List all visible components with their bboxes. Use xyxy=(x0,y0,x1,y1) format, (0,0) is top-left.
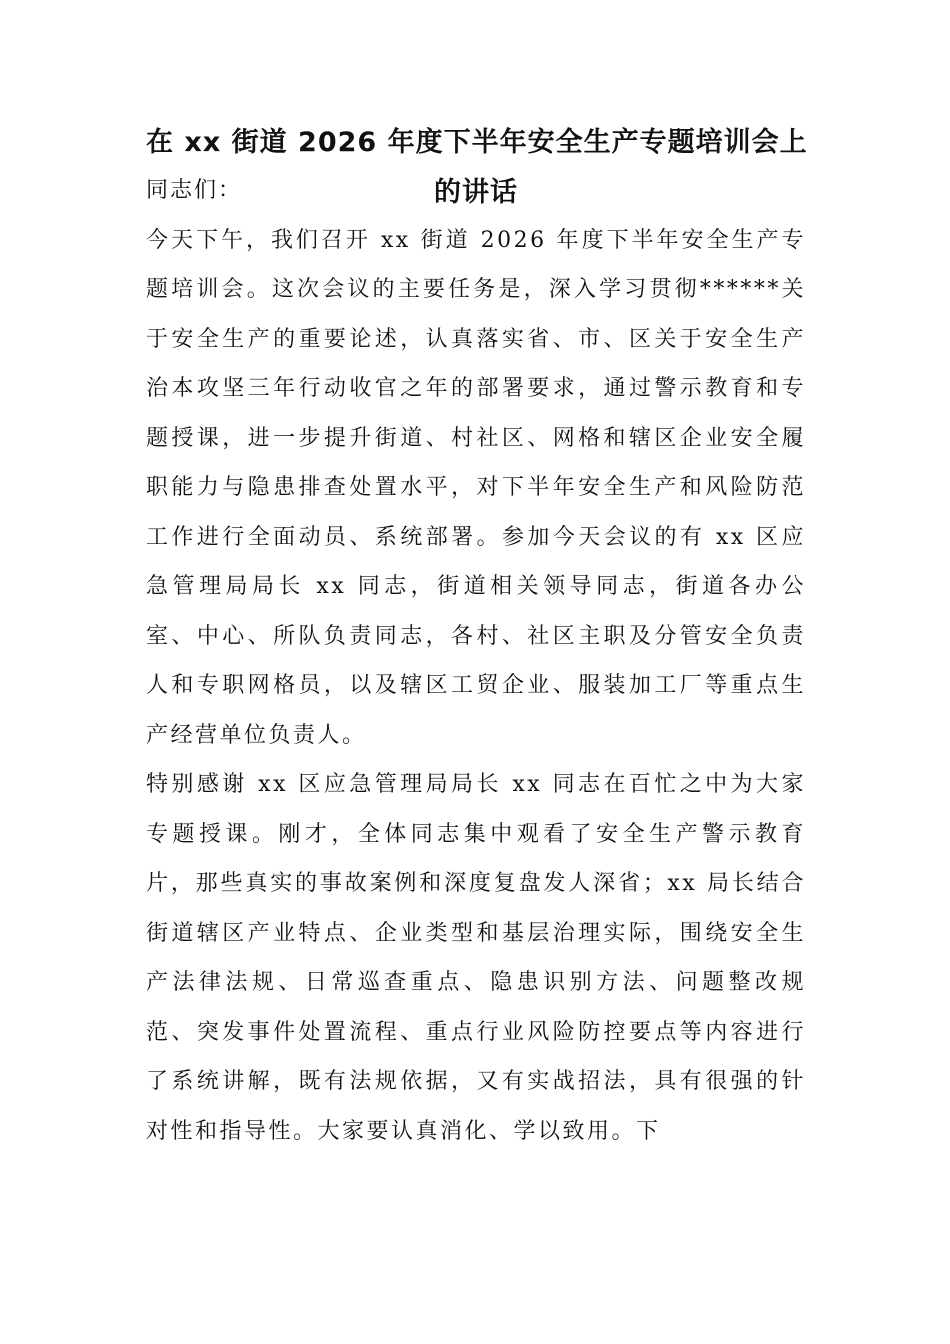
paragraph-2: 特别感谢 xx 区应急管理局局长 xx 同志在百忙之中为大家专题授课。刚才，全体同志集中观看了安全生产警示教育片，那些真实的事故案例和深度复盘发人深省；xx 局长结合街道辖区产业特点、企业类型和基层治理实际，围绕安全生产法律法规、日常巡查重点、隐患识别方法、问题整改规范、突发事件处置流程、重点行业风险防控要点等内容进行了系统讲解，既有法规依据，又有实战招法，具有很强的针对性和指导性。大家要认真消化、学以致用。下 xyxy=(146,772,806,1144)
paragraph-1: 今天下午，我们召开 xx 街道 2026 年度下半年安全生产专题培训会。这次会议的主要任务是，深入学习贯彻******关于安全生产的重要论述，认真落实省、市、区关于安全生产治本攻坚三年行动收官之年的部署要求，通过警示教育和专题授课，进一步提升街道、村社区、网格和辖区企业安全履职能力与隐患排查处置水平，对下半年安全生产和风险防范工作进行全面动员、系统部署。参加今天会议的有 xx 区应急管理局局长 xx 同志，街道相关领导同志，街道各办公室、中心、所队负责同志，各村、社区主职及分管安全负责人和专职网格员，以及辖区工贸企业、服装加工厂等重点生产经营单位负责人。 xyxy=(146,227,806,748)
greeting: 同志们： xyxy=(146,178,243,203)
title-line-2: 的讲话 xyxy=(434,177,518,208)
document-body xyxy=(146,166,806,1156)
title-line-1: 在 xx 街道 2026 年度下半年安全生产专题培训会上 xyxy=(146,127,808,158)
